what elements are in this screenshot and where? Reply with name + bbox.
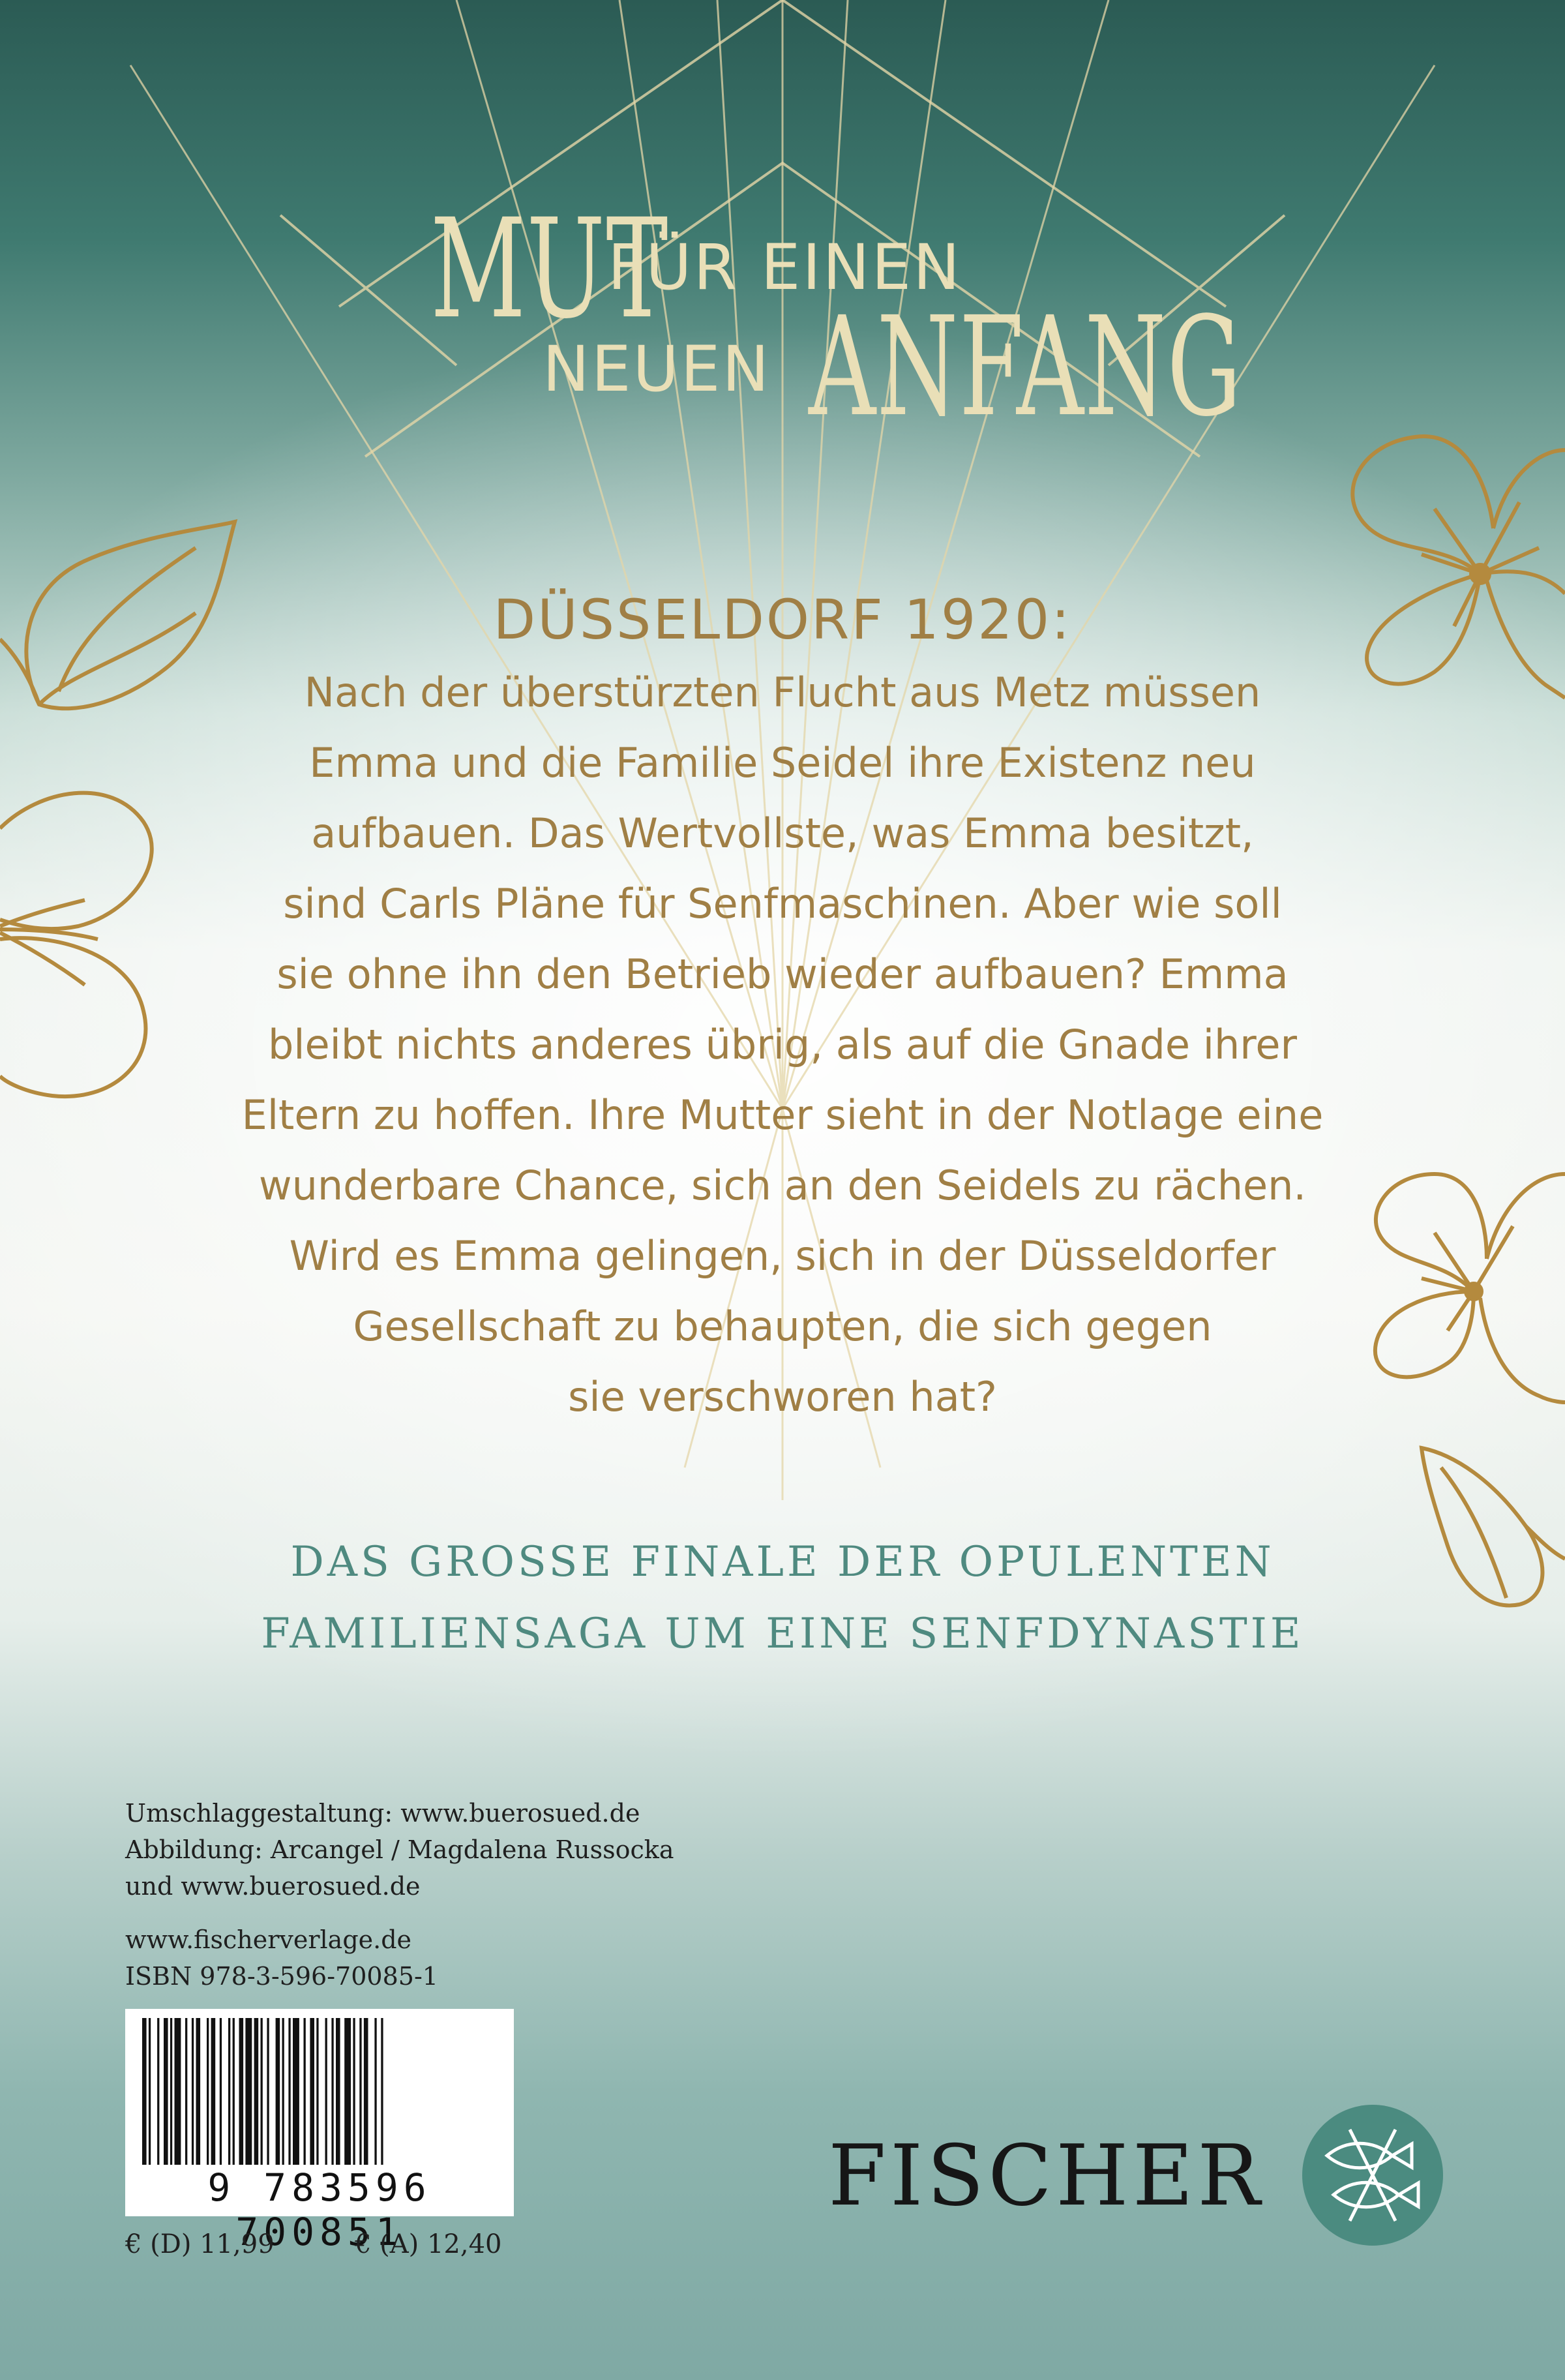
blurb-line: bleibt nichts anderes übrig, als auf die Gnade ihrer: [267, 1021, 1298, 1068]
tagline: [196, 1526, 1369, 1670]
headline-line1: FÜR EINEN: [608, 231, 962, 304]
tagline-line1: DAS GROSSE FINALE DER OPULENTEN: [290, 1538, 1275, 1586]
blurb-line: sind Carls Pläne für Senfmaschinen. Aber wie soll: [283, 880, 1282, 927]
blurb-line: Emma und die Familie Seidel ihre Existenz neu: [309, 739, 1256, 787]
blurb: [196, 580, 1369, 1432]
fischer-fish-logo-icon: [1301, 2103, 1444, 2247]
blurb-line: Nach der überstürzten Flucht aus Metz müssen: [304, 669, 1261, 716]
blurb-line: Gesellschaft zu behaupten, die sich gegen: [353, 1303, 1212, 1350]
blurb-line: wunderbare Chance, sich an den Seidels zu rächen.: [258, 1162, 1307, 1209]
credit-illustration-cont: und www.buerosued.de: [125, 1872, 421, 1901]
credits: [125, 1795, 674, 1995]
headline-line2-start: NEUEN: [543, 333, 771, 406]
publisher-name: FISCHER: [828, 2128, 1264, 2225]
flower-left-middle-icon: [0, 750, 170, 1115]
barcode-bars: [142, 2018, 497, 2165]
blurb-line: Eltern zu hoffen. Ihre Mutter sieht in der Notlage eine: [241, 1091, 1324, 1139]
credit-cover-design: Umschlaggestaltung: www.buerosued.de: [125, 1799, 640, 1828]
flower-bud-right-bottom-icon: [1415, 1441, 1565, 1611]
blurb-line: sie ohne ihn den Betrieb wieder aufbauen? Emma: [276, 950, 1289, 998]
price-austria: € (A) 12,40: [355, 2229, 502, 2259]
blurb-line: Wird es Emma gelingen, sich in der Düsseldorfer: [289, 1232, 1276, 1280]
flower-right-lower-icon: [1356, 1161, 1565, 1435]
price-germany: € (D) 11,99: [125, 2229, 275, 2259]
isbn: ISBN 978-3-596-70085-1: [125, 1962, 438, 1991]
headline-word-anfang: ANFANG: [809, 287, 1243, 447]
credit-illustration: Abbildung: Arcangel / Magdalena Russocka: [125, 1835, 674, 1864]
blurb-line: aufbauen. Das Wertvollste, was Emma besitzt,: [311, 809, 1254, 857]
barcode-digits: 9 783596 700851: [207, 2165, 432, 2254]
blurb-heading: DÜSSELDORF 1920:: [493, 588, 1072, 652]
tagline-line2: FAMILIENSAGA UM EINE SENFDYNASTIE: [261, 1610, 1304, 1658]
publisher-website: www.fischerverlage.de: [125, 1925, 412, 1954]
headline-word-mut: MUT: [430, 189, 669, 349]
blurb-line: sie verschworen hat?: [568, 1373, 997, 1421]
